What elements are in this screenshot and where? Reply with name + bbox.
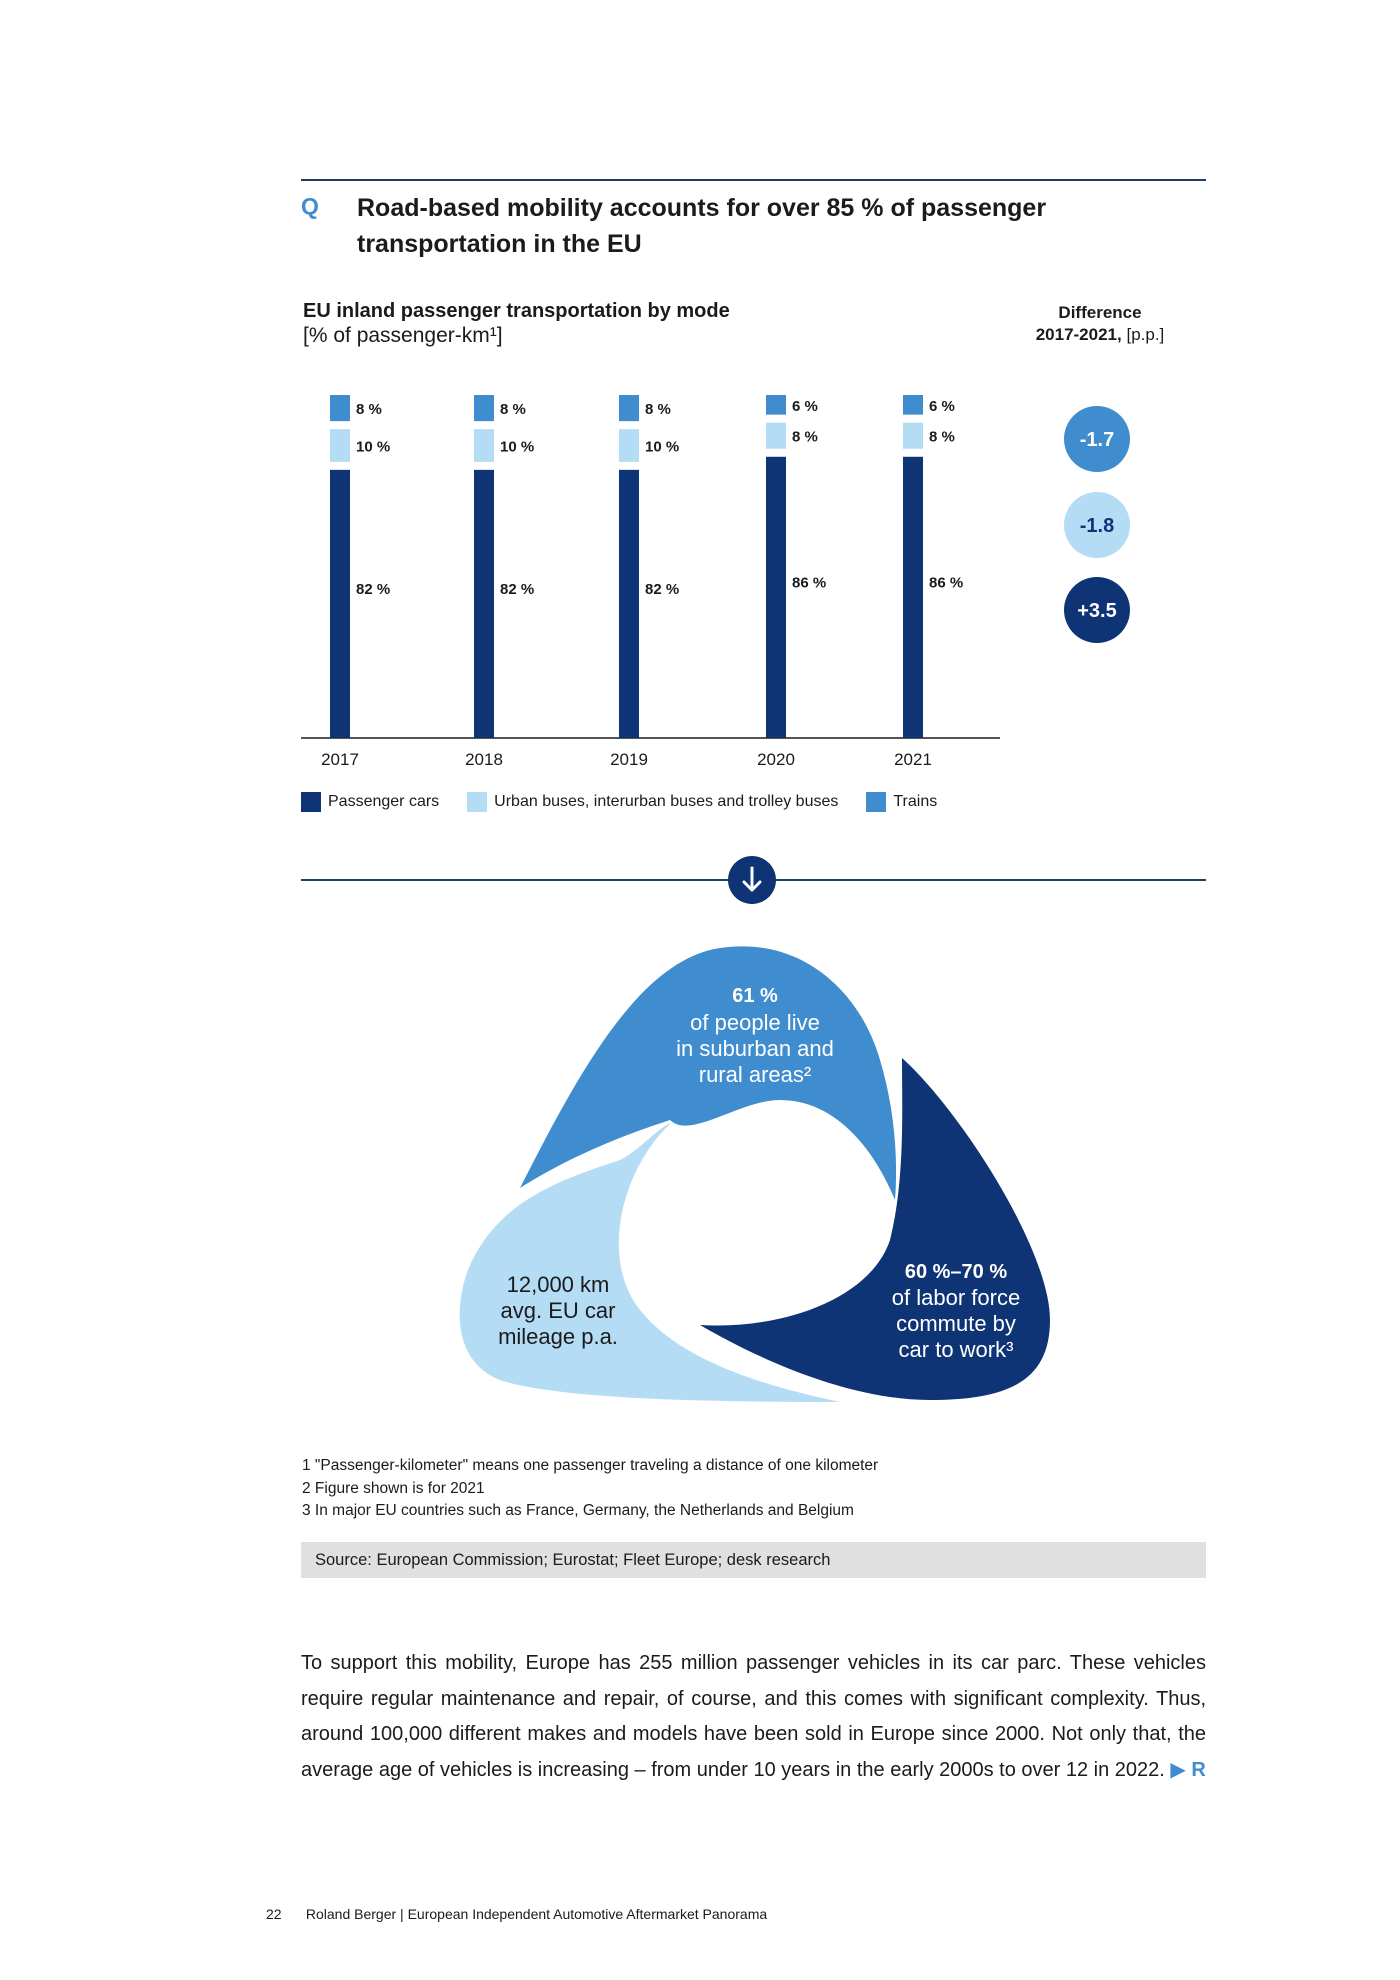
cycle-right-line-1: of labor force (891, 1285, 1021, 1310)
footnotes (302, 1455, 878, 1523)
bar-label-2020-buses: 8 % (792, 428, 818, 446)
question-marker: Q (301, 193, 319, 219)
difference-value-1: -1.7 (1079, 429, 1115, 451)
body-paragraph (301, 1646, 1206, 1788)
bar-label-2020-trains: 6 % (792, 397, 818, 415)
bar-label-2017-buses: 10 % (356, 438, 391, 456)
chart-unit-label: [% of passenger-km¹] (303, 324, 503, 347)
body-text: To support this mobility, Europe has 255 million passenger vehicles in its car parc. These vehicles require regular maintenance and repair, of course, and this comes with significant complexity. Thus, around 100,000 different makes and models have been sold in Europe since 2000. Not only that, the average age of vehicles is increasing – from under 10 years in the early 2000s to over 12 in 2022. (301, 1652, 1206, 1781)
page-title: Road-based mobility accounts for over 85 % of passenger transportation in the EU (357, 194, 1047, 258)
footnote-1: 1 "Passenger-kilometer" means one passenger traveling a distance of one kilometer (302, 1457, 879, 1474)
legend-label-passenger-cars: Passenger cars (328, 793, 440, 810)
source-text: Source: European Commission; Eurostat; Fleet Europe; desk research (315, 1551, 831, 1569)
x-tick-label-2018: 2018 (465, 750, 503, 769)
chart-subtitle: EU inland passenger transportation by mode (303, 300, 730, 322)
difference-value-3: +3.5 (1077, 600, 1117, 622)
cycle-top-value: 61 % (732, 985, 778, 1007)
bar-label-2017-passenger-cars: 82 % (356, 580, 391, 598)
page-footer (266, 1906, 767, 1922)
bar-label-2019-passenger-cars: 82 % (645, 580, 680, 598)
x-tick-label-2020: 2020 (757, 750, 795, 769)
difference-period: 2017-2021, [p.p.] (1035, 325, 1165, 344)
reference-link[interactable]: ▶ R (1170, 1758, 1206, 1781)
bar-label-2020-passenger-cars: 86 % (792, 574, 827, 592)
bar-label-2019-buses: 10 % (645, 438, 680, 456)
difference-title: Difference (1058, 303, 1142, 322)
cycle-right-line-2: commute by (896, 1311, 1016, 1336)
cycle-right-value: 60 %–70 % (904, 1261, 1008, 1283)
footnote-3: 3 In major EU countries such as France, Germany, the Netherlands and Belgium (302, 1502, 854, 1519)
bar-label-2017-trains: 8 % (356, 401, 382, 419)
bar-label-2021-buses: 8 % (929, 428, 955, 446)
bar-label-2018-trains: 8 % (500, 401, 526, 419)
bar-label-2021-trains: 6 % (929, 397, 955, 415)
footnote-2: 2 Figure shown is for 2021 (302, 1479, 485, 1497)
legend-label-trains: Trains (893, 793, 938, 810)
x-tick-label-2021: 2021 (894, 750, 932, 769)
bar-label-2019-trains: 8 % (645, 401, 671, 419)
footer-text: Roland Berger | European Independent Automotive Aftermarket Panorama (305, 1906, 768, 1922)
x-tick-label-2019: 2019 (610, 750, 648, 769)
cycle-left-line-1: 12,000 km (506, 1272, 610, 1297)
source-bar (301, 1542, 1206, 1578)
bar-label-2018-passenger-cars: 82 % (500, 580, 535, 598)
bar-label-2021-passenger-cars: 86 % (929, 574, 964, 592)
cycle-top-line-1: of people live (690, 1010, 820, 1035)
difference-value-2: -1.8 (1079, 515, 1115, 537)
page-number: 22 (266, 1906, 282, 1922)
cycle-left-line-3: mileage p.a. (498, 1324, 618, 1349)
x-tick-label-2017: 2017 (321, 750, 359, 769)
cycle-top-line-3: rural areas² (698, 1062, 812, 1087)
cycle-top-line-2: in suburban and (676, 1036, 834, 1061)
bar-label-2018-buses: 10 % (500, 438, 535, 456)
cycle-left-line-2: avg. EU car (500, 1298, 616, 1323)
cycle-right-line-3: car to work³ (898, 1337, 1014, 1362)
legend-label-buses: Urban buses, interurban buses and trolley buses (494, 793, 839, 810)
